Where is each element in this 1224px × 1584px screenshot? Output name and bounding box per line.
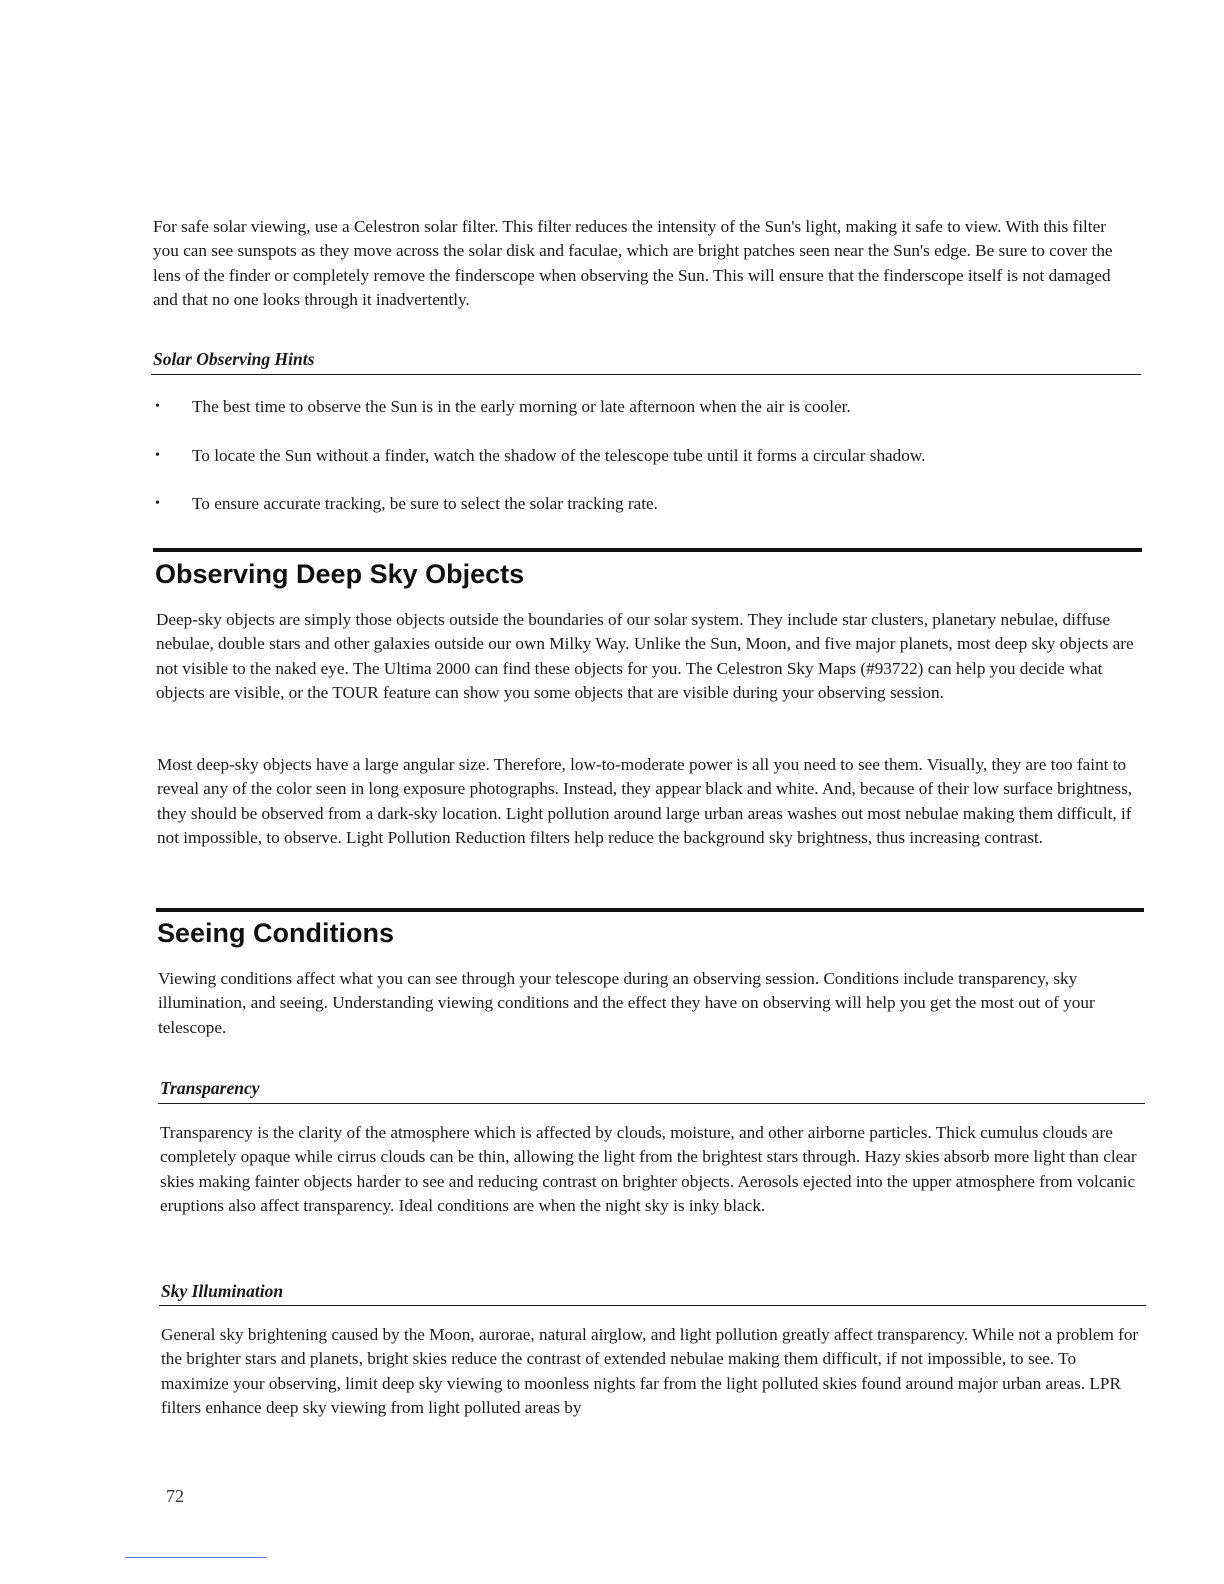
bullet-icon: • [155, 496, 160, 511]
list-item [154, 395, 1134, 419]
list-item-text: The best time to observe the Sun is in the early morning or late afternoon when the air is cooler. [192, 397, 851, 416]
deep-sky-paragraph-1: Deep-sky objects are simply those objects outside the boundaries of our solar system. They include star clusters, planetary nebulae, diffuse nebulae, double stars and other galaxies outside our own Milky Way. Unlike the Sun, Moon, and five major planets, most deep sky objects are not visible to the naked eye. The Ultima 2000 can find these objects for you. The Celestron Sky Maps (#93722) can help you decide what objects are visible, or the TOUR feature can show you some objects that are visible during your observing session. [156, 610, 1134, 702]
bullet-icon: • [155, 447, 160, 463]
transparency-rule [158, 1103, 1145, 1104]
sky-illumination-heading: Sky Illumination [161, 1281, 284, 1301]
sky-illumination-rule [159, 1305, 1146, 1306]
list-item-text: To locate the Sun without a finder, watch the shadow of the telescope tube until it forms a circular shadow. [192, 445, 926, 465]
transparency-heading: Transparency [160, 1078, 260, 1098]
bullet-icon: • [155, 399, 160, 414]
seeing-title: Seeing Conditions [157, 918, 395, 948]
solar-hints-rule [151, 374, 1141, 375]
footer-divider [125, 1557, 267, 1558]
sky-illumination-paragraph: General sky brightening caused by the Moon, aurorae, natural airglow, and light pollution greatly affect transparency. While not a problem for the brighter stars and planets, bright skies reduce the contrast of extended nebulae making them difficult, if not impossible, to see. To maximize your observing, limit deep sky viewing to moonless nights far from the light polluted skies found around major urban areas. LPR filters enhance deep sky viewing from light polluted areas by [161, 1325, 1139, 1417]
deep-sky-title: Observing Deep Sky Objects [155, 559, 525, 589]
solar-hints-heading: Solar Observing Hints [153, 349, 315, 369]
intro-paragraph: For safe solar viewing, use a Celestron solar filter. This filter reduces the intensity of the Sun's light, making it safe to view. With this filter you can see sunspots as they move across the solar disk and faculae, which are bright patches seen near the Sun's edge. Be sure to cover the lens of the finder or completely remove the finderscope when observing the Sun. This will ensure that the finderscope itself is not damaged and that no one looks through it inadvertently. [153, 217, 1113, 309]
list-item [154, 444, 1134, 468]
page-number: 72 [166, 1486, 184, 1506]
list-item [154, 492, 1134, 516]
deep-sky-section-rule [153, 548, 1142, 552]
deep-sky-paragraph-2: Most deep-sky objects have a large angular size. Therefore, low-to-moderate power is all you need to see them. Visually, they are too faint to reveal any of the color seen in long exposure photographs. Instead, they appear black and white. And, because of their low surface brightness, they should be observed from a dark-sky location. Light pollution around large urban areas washes out most nebulae making them difficult, if not impossible, to observe. Light Pollution Reduction filters help reduce the background sky brightness, thus increasing contrast. [157, 755, 1133, 847]
list-item-text: To ensure accurate tracking, be sure to select the solar tracking rate. [192, 494, 658, 513]
solar-hints-list [154, 395, 1134, 541]
seeing-section-rule [156, 908, 1144, 912]
transparency-paragraph: Transparency is the clarity of the atmosphere which is affected by clouds, moisture, and other airborne particles. Thick cumulus clouds are completely opaque while cirrus clouds can be thin, allowing the light from the brightest stars through. Hazy skies absorb more light than clear skies making fainter objects harder to see and reducing contrast on brighter objects. Aerosols ejected into the upper atmosphere from volcanic eruptions also affect transparency. Ideal conditions are when the night sky is inky black. [160, 1123, 1137, 1215]
seeing-paragraph: Viewing conditions affect what you can see through your telescope during an observing session. Conditions include transparency, sky illumination, and seeing. Understanding viewing conditions and the effect they have on observing will help you get the most out of your telescope. [158, 969, 1095, 1037]
